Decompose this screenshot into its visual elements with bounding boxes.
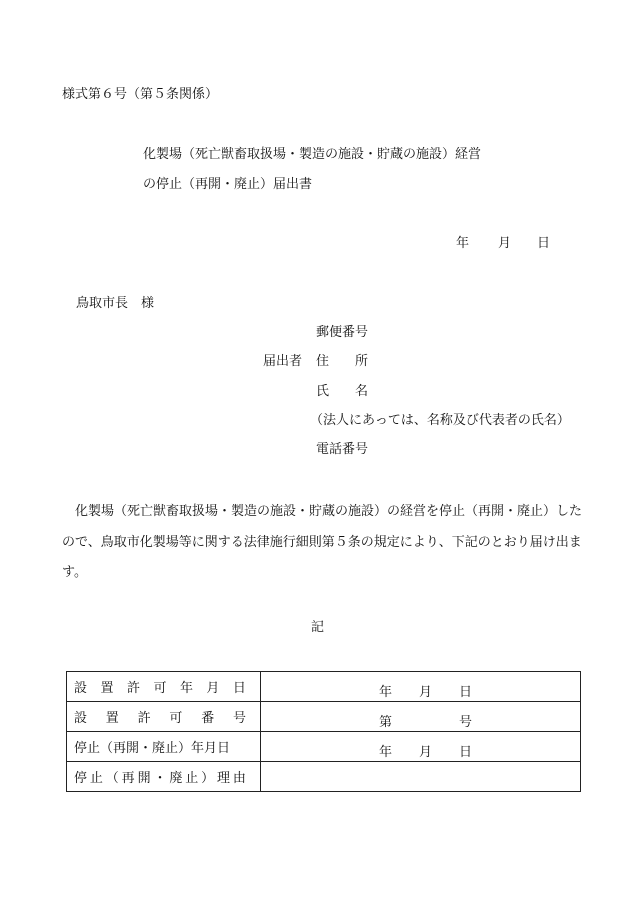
label-char: 許 — [126, 681, 140, 696]
year-label: 年 — [379, 685, 393, 700]
label-char: 止 — [89, 771, 103, 786]
suspension-reason-value[interactable] — [261, 762, 581, 792]
suspension-date-value[interactable] — [261, 732, 581, 762]
label-char: 置 — [105, 711, 119, 726]
body-text: 化製場（死亡獣畜取扱場・製造の施設・貯蔵の施設）の経営を停止（再開・廃止）したので、鳥取市化製場等に関する法律施行細則第５条の規定により、下記のとおり届け出ます。 — [62, 504, 583, 580]
label-char: 開 — [137, 771, 151, 786]
gou-label: 号 — [459, 715, 473, 730]
address-label: 住 所 — [316, 354, 369, 369]
permit-date-label — [67, 672, 261, 702]
dai-label: 第 — [379, 715, 393, 730]
suspension-date-label — [67, 732, 261, 762]
date-day-label: 日 — [537, 236, 551, 251]
label-char: 置 — [100, 681, 114, 696]
label-char: 設 — [74, 711, 88, 726]
table-row — [67, 732, 581, 762]
label-char: ） — [201, 771, 215, 786]
day-label: 日 — [459, 745, 473, 760]
suspension-reason-label — [67, 762, 261, 792]
label-char: 設 — [74, 681, 88, 696]
details-table — [66, 671, 581, 792]
label-char: 年 — [179, 681, 193, 696]
permit-date-value[interactable] — [261, 672, 581, 702]
label-char: 由 — [232, 771, 246, 786]
label-char: 許 — [137, 711, 151, 726]
corporate-note: （法人にあっては、名称及び代表者の氏名） — [310, 413, 570, 428]
label-char: 番 — [201, 711, 215, 726]
label-char: 可 — [169, 711, 183, 726]
day-label: 日 — [459, 685, 473, 700]
phone-label: 電話番号 — [316, 442, 369, 457]
label-char: 再 — [121, 771, 135, 786]
year-label: 年 — [379, 745, 393, 760]
label-char: 廃 — [169, 771, 183, 786]
label-char: ・ — [153, 771, 167, 786]
label-char: 月 — [206, 681, 220, 696]
postal-code-label: 郵便番号 — [316, 325, 369, 340]
table-row — [67, 672, 581, 702]
form-title-line1: 化製場（死亡獣畜取扱場・製造の施設・貯蔵の施設）経営 — [143, 147, 482, 162]
month-label: 月 — [419, 745, 433, 760]
label-char: 理 — [217, 771, 231, 786]
label-text: 停止（再開・廃止）年月日 — [74, 741, 231, 756]
table-row — [67, 702, 581, 732]
date-year-label: 年 — [456, 236, 470, 251]
month-label: 月 — [419, 685, 433, 700]
label-char: 号 — [232, 711, 246, 726]
ki-heading: 記 — [311, 620, 325, 635]
label-char: （ — [105, 771, 119, 786]
label-char: 停 — [74, 771, 88, 786]
addressee: 鳥取市長 様 — [76, 296, 155, 311]
label-char: 止 — [185, 771, 199, 786]
permit-number-value[interactable] — [261, 702, 581, 732]
permit-number-label — [67, 702, 261, 732]
applicant-label: 届出者 — [263, 354, 303, 369]
table-row — [67, 762, 581, 792]
label-char: 可 — [153, 681, 167, 696]
form-title-line2: の停止（再開・廃止）届出書 — [143, 177, 313, 192]
name-label: 氏 名 — [316, 384, 369, 399]
date-month-label: 月 — [498, 236, 512, 251]
label-char: 日 — [232, 681, 246, 696]
form-number: 様式第６号（第５条関係） — [62, 87, 219, 102]
